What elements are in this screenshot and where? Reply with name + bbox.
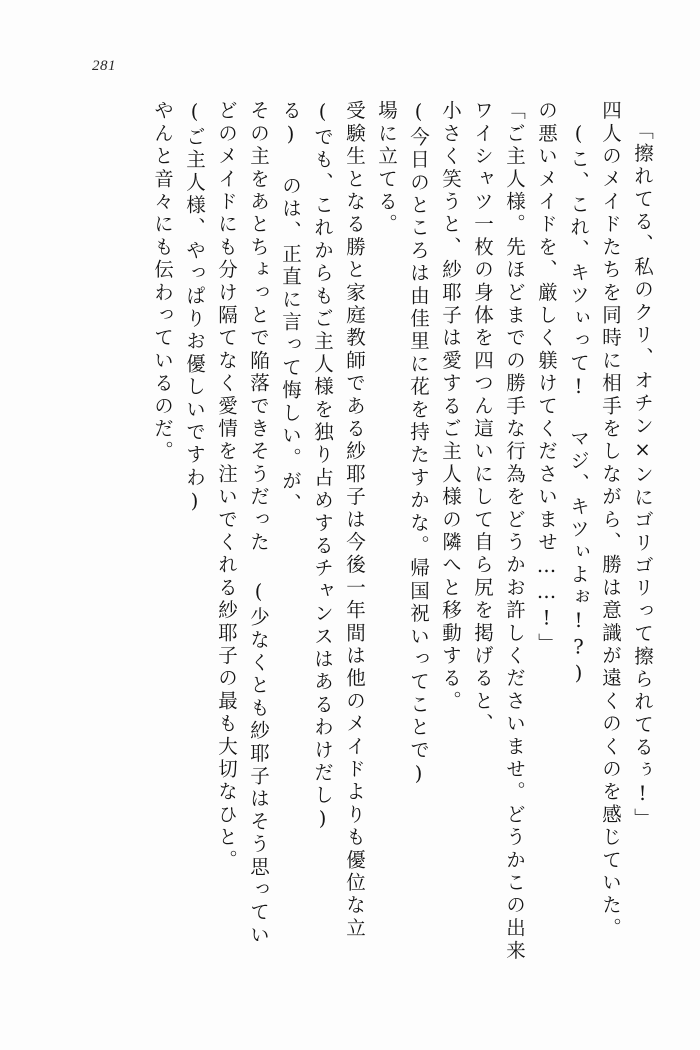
text-line: (ご主人様、やっぱりお優しいですわ) xyxy=(183,100,206,516)
text-line: やんと音々にも伝わっているのだ。 xyxy=(151,100,174,464)
text-line: 受験生となる勝と家庭教師である紗耶子は今後一年間は他のメイドよりも優位な立 xyxy=(343,100,366,940)
text-line: どのメイドにも分け隔てなく愛情を注いでくれる紗耶子の最も大切なひと。 xyxy=(215,100,238,872)
text-line: 四人のメイドたちを同時に相手をしながら、勝は意識が遠くのくのを感じていた。 xyxy=(599,100,622,940)
text-line: (こ、これ、キツぃって! マジ、キツぃよぉ!?) xyxy=(567,122,590,688)
text-line: ワイシャツ一枚の身体を四つん這いにして自ら尻を掲げると、 xyxy=(471,100,494,736)
text-line: 「擦れてる、私のクリ、オチン×ンにゴリゴリって擦られてるぅ!」 xyxy=(631,120,654,831)
text-line: 「ご主人様。先ほどまでの勝手な行為をどうかお許しくださいませ。どうかこの出来 xyxy=(503,100,526,963)
text-line: (今日のところは由佳里に花を持たすかな。帰国祝いってことで) xyxy=(407,100,430,788)
text-line: 小さく笑うと、紗耶子は愛するご主人様の隣へと移動する。 xyxy=(439,100,462,713)
text-line: その主をあとちょっとで陥落できそうだった (少なくとも紗耶子はそう思ってい xyxy=(247,100,270,947)
text-line: 場に立てる。 xyxy=(375,100,398,237)
text-line: る) のは、正直に言って悔しい。が、 xyxy=(279,100,302,516)
text-line: (でも、これからもご主人様を独り占めするチャンスはあるわけだし) xyxy=(311,100,334,834)
page-number: 281 xyxy=(92,58,116,74)
vertical-text-body xyxy=(140,100,652,980)
text-line: の悪いメイドを、厳しく躾けてくださいませ……!」 xyxy=(535,100,558,656)
